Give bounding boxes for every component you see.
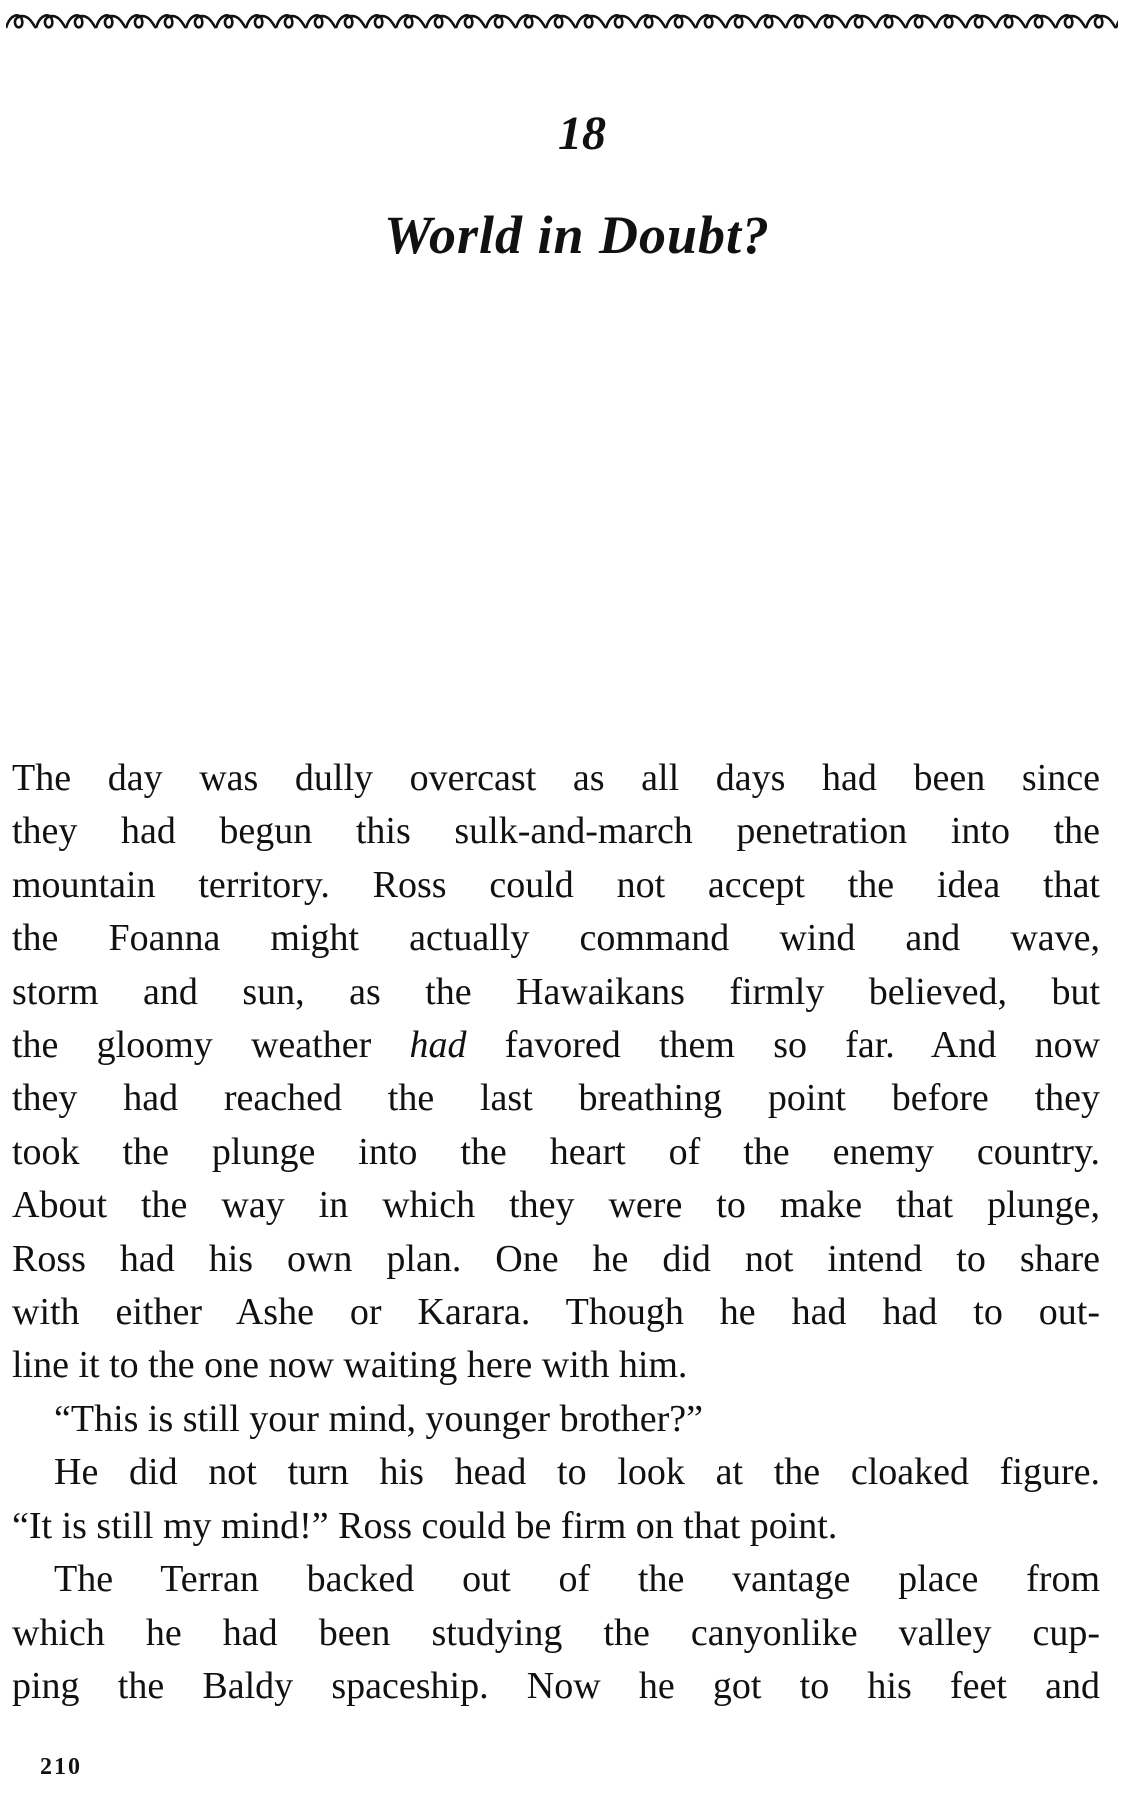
text-line: mountain territory. Ross could not accept the idea that xyxy=(12,863,1100,906)
text-fragment: the gloomy weather xyxy=(12,1024,372,1067)
text-line: ping the Baldy spaceship. Now he got to his feet and xyxy=(12,1664,1100,1707)
wave-border-icon xyxy=(6,8,1118,36)
text-line: The day was dully overcast as all days had been since xyxy=(12,757,1100,799)
text-line: The Terran backed out of the vantage place from xyxy=(54,1558,1100,1601)
text-line: the Foanna might actually command wind and wave, xyxy=(12,917,1100,960)
text-line: which he had been studying the canyonlike valley cup- xyxy=(12,1611,1100,1654)
body-text xyxy=(12,752,1100,1713)
text-line: About the way in which they were to make that plunge, xyxy=(12,1184,1100,1227)
page-number: 210 xyxy=(40,1754,82,1780)
emphasis-word: had xyxy=(409,1024,467,1067)
text-line: they had reached the last breathing point before they xyxy=(12,1077,1100,1120)
text-line: Ross had his own plan. One he did not intend to share xyxy=(12,1237,1100,1280)
text-line: He did not turn his head to look at the cloaked figure. xyxy=(54,1451,1100,1494)
chapter-number: 18 xyxy=(558,107,606,160)
text-line: “It is still my mind!” Ross could be firm on that point. xyxy=(12,1504,838,1547)
text-line: storm and sun, as the Hawaikans firmly believed, but xyxy=(12,970,1100,1013)
text-line: took the plunge into the heart of the enemy country. xyxy=(12,1130,1100,1173)
text-line: they had begun this sulk-and-march penetration into the xyxy=(12,810,1100,853)
text-line xyxy=(12,1019,1100,1072)
text-line: line it to the one now waiting here with him. xyxy=(12,1344,688,1387)
text-line: “This is still your mind, younger brother?” xyxy=(54,1397,704,1440)
text-line: with either Ashe or Karara. Though he had had to out- xyxy=(12,1291,1100,1334)
text-fragment: favored them so far. And now xyxy=(504,1024,1101,1067)
chapter-title: World in Doubt? xyxy=(383,205,771,265)
